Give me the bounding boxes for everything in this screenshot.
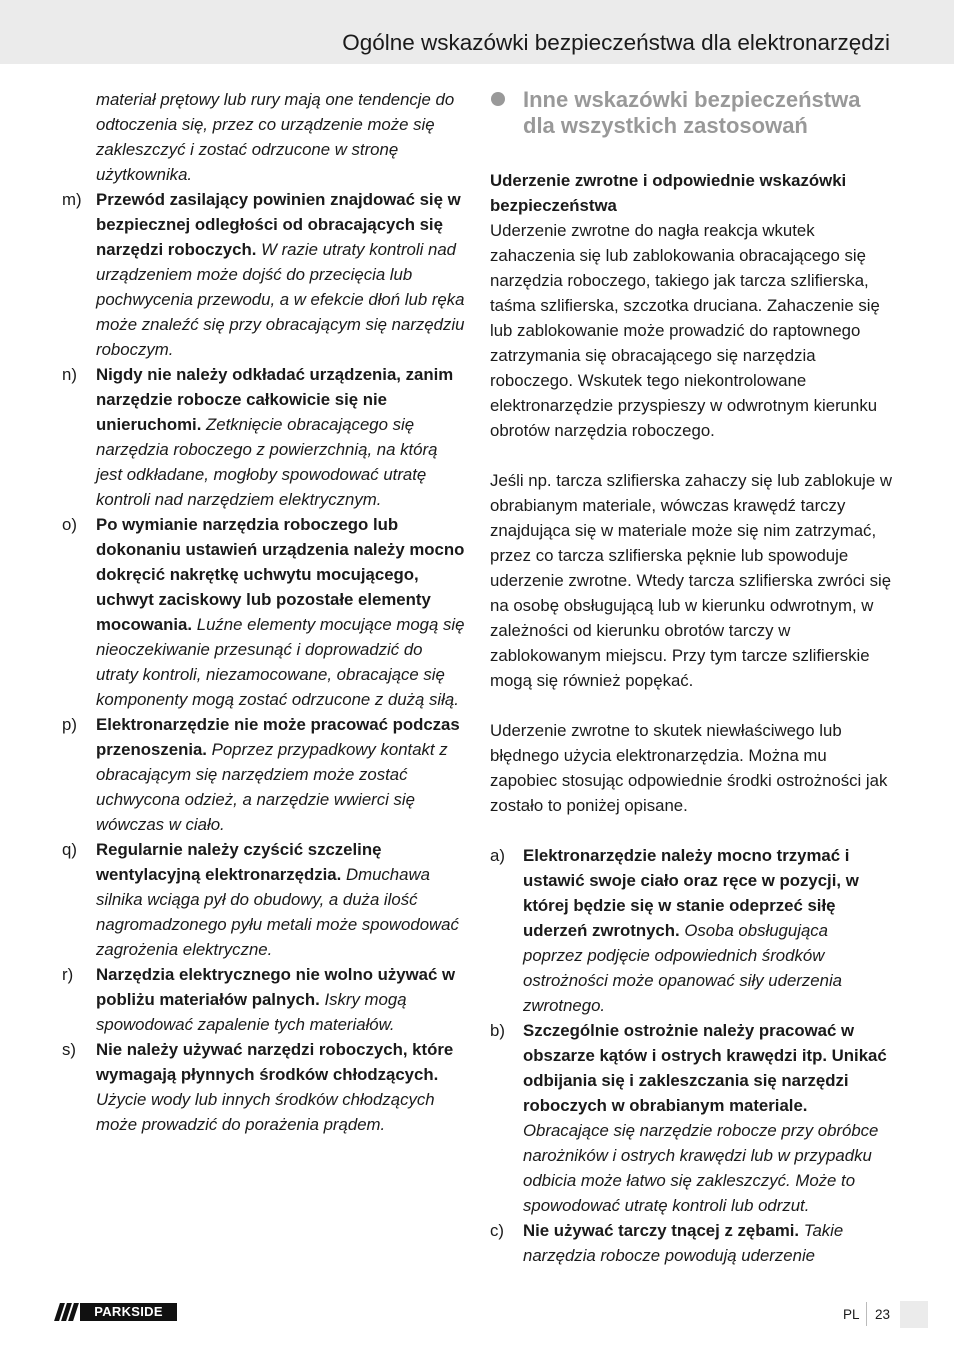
item-bold-text: Elektronarzędzie należy mocno trzymać i ustawić swoje ciało oraz ręce w pozycji, w której będzie się w stanie odeprzeć siłę uderzeń zwrotnych. (523, 846, 859, 940)
item-label: p) (62, 715, 77, 734)
item-italic-text: Iskry mogą spowodować zapalenie tych materiałów. (96, 990, 407, 1034)
item-italic-text: Luźne elementy mocujące mogą się nieoczekiwanie przesunąć i doprowadzić do utraty kontroli, niezamocowane, obracające się komponenty mogą zostać odrzucone z dużą siłą. (96, 615, 465, 709)
item-bold-text: Nigdy nie należy odkładać urządzenia, zanim narzędzie robocze całkowicie się nie unieruchomi. (96, 365, 454, 434)
item-bold-text: Przewód zasilający powinien znajdować się w bezpiecznej odległości od obracających się narzędzi roboczych. (96, 190, 461, 259)
list-item-p (62, 712, 466, 837)
list-item-a (490, 843, 892, 1018)
item-label: m) (62, 190, 82, 209)
paragraph: Jeśli np. tarcza szlifierska zahaczy się lub zablokuje w obrabianym materiale, wówczas krawędź tarczy znajdująca się w materiale może się nim zatrzymać, przez co tarcza szlifierska pęknie lub spowoduje uderzenie zwrotne. Wtedy tarcza szlifierska zwróci się na osobę obsługującą lub w kierunku odwrotnym, w zależności od kierunku obrotów tarczy w zablokowanym miejscu. Przy tym tarcze szlifierskie mogą się również popękać. (490, 471, 892, 690)
parkside-logo (57, 1303, 177, 1321)
item-italic-text: Takie narzędzia robocze powodują uderzenie (523, 1221, 844, 1265)
paragraph: Uderzenie zwrotne to skutek niewłaściwego lub błędnego użycia elektronarzędzia. Można mu zapobiec stosując odpowiednie środki ostrożności jak zostało to poniżej opisane. (490, 721, 888, 815)
item-italic-text: W razie utraty kontroli nad urządzeniem może dojść do przecięcia lub pochwycenia przewodu, a w efekcie dłoń lub ręka może znaleźć się przy obracającym się narzędziu roboczym. (96, 240, 465, 359)
item-bold-text: Nie używać tarczy tnącej z zębami. (523, 1221, 800, 1240)
page-title: Ogólne wskazówki bezpieczeństwa dla elektronarzędzi (342, 30, 890, 55)
section-heading (490, 87, 892, 139)
footer-divider (866, 1302, 867, 1326)
item-italic-text: Osoba obsługująca poprzez podjęcie odpowiednich środków ostrożności może opanować siły uderzenia zwrotnego. (523, 921, 843, 1015)
item-bold-text: Regularnie należy czyścić szczelinę wentylacyjną elektronarzędzia. (96, 840, 382, 884)
item-italic-text: Obracające się narzędzie robocze przy obróbce narożników i ostrych krawędzi lub w przypadku odbicia może łatwo się zakleszczyć. Może to spowodować utratę kontroli lub odrzut. (523, 1121, 879, 1215)
bullet-dot-icon (491, 92, 505, 106)
item-label: c) (490, 1221, 504, 1240)
item-italic-text: Dmuchawa silnika wciąga pył do obudowy, a duża ilość nagromadzonego pyłu metali może spowodować zagrożenia elektryczne. (96, 865, 459, 959)
left-column (62, 87, 466, 1137)
item-label: o) (62, 515, 77, 534)
list-item-q (62, 837, 466, 962)
item-bold-text: Szczególnie ostrożnie należy pracować w obszarze kątów i ostrych krawędzi itp. Unikać odbijania się i zakleszczania się narzędzi roboczych w obrabianym materiale. (523, 1021, 887, 1115)
item-label: b) (490, 1021, 505, 1040)
list-item-c (490, 1218, 892, 1268)
item-italic-text: Zetknięcie obracającego się narzędzia roboczego z powierzchnią, na którą jest odkładane, mogłoby spowodować utratę kontroli nad narzędziem elektrycznym. (96, 415, 438, 509)
logo-stripes-icon (57, 1303, 78, 1321)
page-number: 23 (875, 1307, 891, 1322)
item-label: n) (62, 365, 77, 384)
paragraph: Uderzenie zwrotne do nagła reakcja wkutek zahaczenia się lub zablokowania obracającego się narzędzia roboczego, takiego jak tarcza szlifierska, taśma szlifierska, szczotka druciana. Zahaczenie się lub zablokowanie może prowadzić do raptownego zatrzymania się obracającego się narzędzia roboczego. Wskutek tego niekontrolowane elektronarzędzie przyspieszy w odwrotnym kierunku obrotów narzędzia roboczego. (490, 221, 880, 440)
language-code: PL (843, 1307, 860, 1322)
list-item-o (62, 512, 466, 712)
list-item-s (62, 1037, 466, 1137)
list-item-n (62, 362, 466, 512)
item-bold-text: Nie należy używać narzędzi roboczych, które wymagają płynnych środków chłodzących. (96, 1040, 454, 1084)
item-bold-text: Elektronarzędzie nie może pracować podczas przenoszenia. (96, 715, 460, 759)
item-label: a) (490, 846, 505, 865)
footer-corner-box (900, 1301, 928, 1328)
list-item-b (490, 1018, 892, 1218)
item-label: s) (62, 1040, 76, 1059)
item-bold-text: Narzędzia elektrycznego nie wolno używać w pobliżu materiałów palnych. (96, 965, 456, 1009)
item-italic-text: Poprzez przypadkowy kontakt z obracającym się narzędziem może zostać uchwycona odzież, a narzędzie wwierci się wówczas w ciało. (96, 740, 448, 834)
brand-name: PARKSIDE (80, 1303, 177, 1321)
right-column (490, 87, 892, 1268)
item-label: r) (62, 965, 74, 984)
list-item-r (62, 962, 466, 1037)
item-label: q) (62, 840, 77, 859)
item-italic-text: Użycie wody lub innych środków chłodzących może prowadzić do porażenia prądem. (96, 1090, 435, 1134)
section-heading-text: Inne wskazówki bezpieczeństwa dla wszystkich zastosowań (523, 87, 861, 138)
list-item-m (62, 187, 466, 362)
intro-paragraph: materiał prętowy lub rury mają one tendencje do odtoczenia się, przez co urządzenie może się zakleszczyć i zostać odrzucone w stronę użytkownika. (96, 90, 455, 184)
subheading: Uderzenie zwrotne i odpowiednie wskazówki bezpieczeństwa (490, 171, 847, 215)
item-bold-text: Po wymianie narzędzia roboczego lub dokonaniu ustawień urządzenia należy mocno dokręcić nakrętkę uchwytu mocującego, uchwyt zaciskowy lub pozostałe elementy mocowania. (96, 515, 465, 634)
